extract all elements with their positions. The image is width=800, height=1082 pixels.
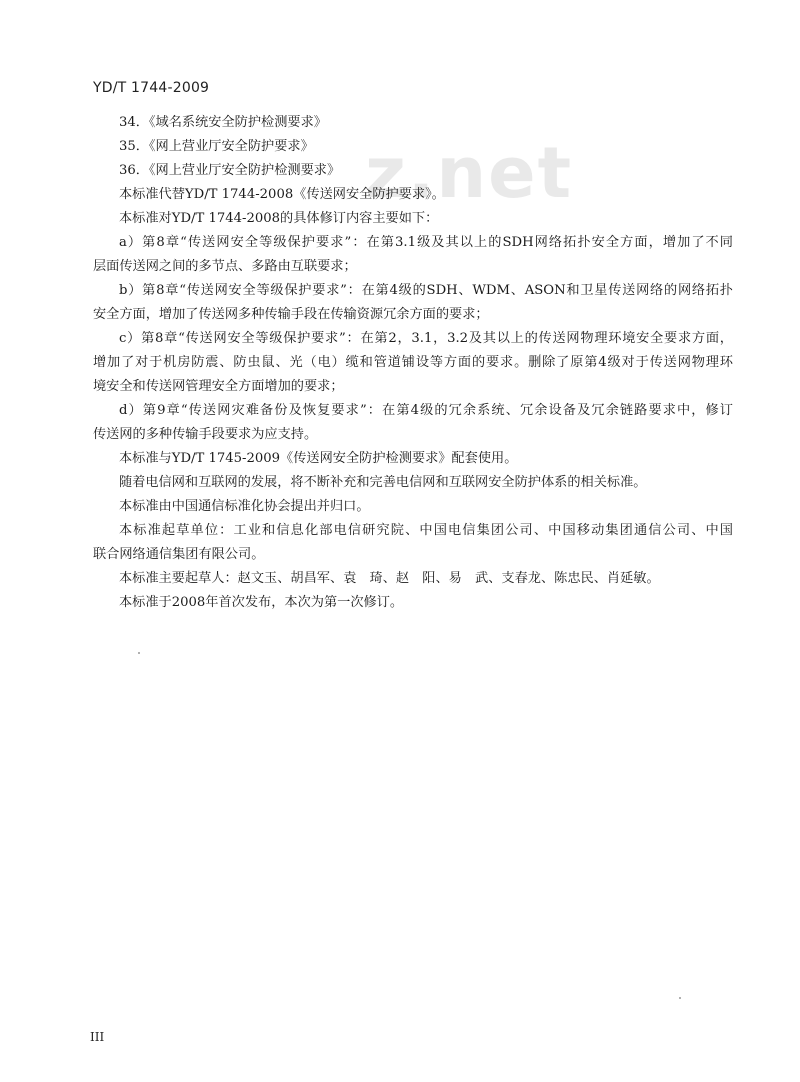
revision-d-line-2: 传送网的多种传输手段要求为应支持。 [93, 427, 318, 442]
list-item-36: 36．《网上营业厅安全防护检测要求》 [119, 163, 341, 178]
revision-a-line-1: a）第8章“传送网安全等级保护要求”：在第3.1级及其以上的SDH网络拓扑安全方面，增加了不同 [119, 235, 733, 250]
drafting-units-line-2: 联合网络通信集团有限公司。 [93, 547, 265, 562]
page-number: III [90, 1030, 105, 1044]
foreword-body [93, 111, 733, 615]
revision-d-line-1: d）第9章“传送网灾难备份及恢复要求”：在第4级的冗余系统、冗余设备及冗余链路要求中，修订 [119, 403, 733, 418]
revision-c-line-2: 增加了对于机房防震、防虫鼠、光（电）缆和管道铺设等方面的要求。删除了原第4级对于传送网物理环 [93, 355, 733, 370]
scan-speck [138, 652, 140, 654]
main-drafters: 本标准主要起草人：赵文玉、胡昌军、袁 琦、赵 阳、易 武、支春龙、陈忠民、肖延敏。 [119, 571, 660, 586]
publication-history: 本标准于2008年首次发布，本次为第一次修订。 [119, 595, 404, 610]
proposer-statement: 本标准由中国通信标准化协会提出并归口。 [119, 499, 370, 514]
scan-speck [679, 997, 681, 999]
drafting-units-line-1: 本标准起草单位：工业和信息化部电信研究院、中国电信集团公司、中国移动集团通信公司、中国 [119, 523, 733, 538]
revision-c-line-1: c）第8章“传送网安全等级保护要求”：在第2，3.1，3.2及其以上的传送网物理环境安全要求方面， [119, 331, 733, 346]
companion-standard: 本标准与YD/T 1745-2009《传送网安全防护检测要求》配套使用。 [119, 451, 518, 466]
revision-intro: 本标准对YD/T 1744-2008的具体修订内容主要如下： [119, 211, 439, 226]
standard-code-header: YD/T 1744-2009 [93, 80, 210, 96]
watermark: z.net [365, 132, 574, 214]
list-item-35: 35．《网上营业厅安全防护要求》 [119, 139, 314, 154]
revision-b-line-2: 安全方面，增加了传送网多种传输手段在传输资源冗余方面的要求； [93, 307, 489, 322]
revision-c-line-3: 境安全和传送网管理安全方面增加的要求； [93, 379, 344, 394]
list-item-34: 34．《域名系统安全防护检测要求》 [119, 115, 327, 130]
revision-b-line-1: b）第8章“传送网安全等级保护要求”：在第4级的SDH、WDM、ASON和卫星传送网络的网络拓扑 [119, 283, 733, 298]
replacement-statement: 本标准代替YD/T 1744-2008《传送网安全防护要求》。 [119, 187, 445, 202]
future-standards-note: 随着电信网和互联网的发展，将不断补充和完善电信网和互联网安全防护体系的相关标准。 [119, 475, 647, 490]
revision-a-line-2: 层面传送网之间的多节点、多路由互联要求； [93, 259, 357, 274]
